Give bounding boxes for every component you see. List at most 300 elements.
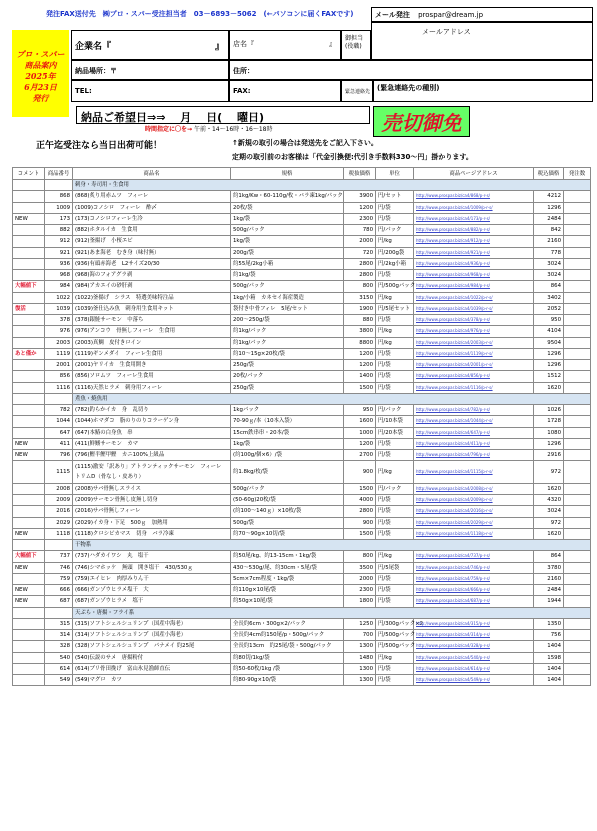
table-row <box>13 506 591 517</box>
row-tax-price: 2916 <box>534 450 564 461</box>
row-price: 1400 <box>344 371 376 382</box>
row-order-quantity[interactable] <box>564 675 591 686</box>
row-order-quantity[interactable] <box>564 337 591 348</box>
row-tax-price: 4104 <box>534 326 564 337</box>
badge-line-2: 商品案内 <box>24 60 57 70</box>
mail-order-address[interactable]: prospar@dream.jp <box>418 11 484 19</box>
table-row <box>13 405 591 416</box>
row-product-code: 687 <box>45 596 73 607</box>
row-order-quantity[interactable] <box>564 528 591 539</box>
mail-order-box <box>371 7 593 22</box>
table-row <box>13 528 591 539</box>
row-spec: 袋付き中骨フィレ 5尾/セット <box>231 303 344 314</box>
row-spec: 250g/袋 <box>231 382 344 393</box>
category-label: 刺身・寿司用・生食用 <box>73 180 591 191</box>
person-in-charge-label: 御担当 <box>345 35 364 42</box>
product-table <box>12 167 591 686</box>
person-in-charge-field[interactable] <box>371 22 593 60</box>
row-tax-price: 1296 <box>534 202 564 213</box>
row-product-code: 411 <box>45 438 73 449</box>
row-tax-price: 1296 <box>534 438 564 449</box>
row-order-quantity[interactable] <box>564 450 591 461</box>
row-price: 3800 <box>344 326 376 337</box>
row-order-quantity[interactable] <box>564 247 591 258</box>
row-order-quantity[interactable] <box>564 326 591 337</box>
row-spec: (約100～140ｇ）×10枚/袋 <box>231 506 344 517</box>
row-product-name: (2029)イカ身・下足 500ｇ 加熱用 <box>73 517 231 528</box>
row-price: 900 <box>344 461 376 484</box>
row-product-url[interactable]: http://www.prospar.biz/ca4/976/p-r-s/ <box>414 326 534 337</box>
row-product-code: 1009 <box>45 202 73 213</box>
row-comment: 復活 <box>13 303 45 314</box>
row-order-quantity[interactable] <box>564 360 591 371</box>
row-spec: 約1.8kg/枚/袋 <box>231 461 344 484</box>
row-product-url[interactable]: http://www.prospar.biz/ca4/1118/p-r-s/ <box>414 528 534 539</box>
row-product-name: (411)鮮鰯サーモン カマ <box>73 438 231 449</box>
row-product-name: (2001)ヤリイカ 生食用開き <box>73 360 231 371</box>
row-order-quantity[interactable] <box>564 292 591 303</box>
row-unit: 円/300gパック×2 <box>376 618 414 629</box>
row-tax-price: 3024 <box>534 258 564 269</box>
delivery-place-field[interactable] <box>71 60 229 80</box>
row-spec: 約1kg/パック <box>231 337 344 348</box>
row-unit: 円/kg <box>376 236 414 247</box>
row-product-name: (1115)激安「訳あり」アトランティックサーモン フィーレ トリムD（骨なし・皮あり） <box>73 461 231 484</box>
row-product-url[interactable]: http://www.prospar.biz/ca4/2008/p-r-s/ <box>414 483 534 494</box>
emergency-contact-label: 緊急連絡先 <box>345 89 371 95</box>
row-product-code: 976 <box>45 326 73 337</box>
row-unit: 円/袋 <box>376 348 414 359</box>
row-order-quantity[interactable] <box>564 281 591 292</box>
table-row <box>13 281 591 292</box>
row-order-quantity[interactable] <box>564 405 591 416</box>
row-price: 900 <box>344 517 376 528</box>
row-tax-price: 2484 <box>534 585 564 596</box>
row-unit: 円/kg <box>376 551 414 562</box>
row-product-code: 1022 <box>45 292 73 303</box>
row-price: 2700 <box>344 450 376 461</box>
row-product-name: (968)海のフォアグラ剥 <box>73 270 231 281</box>
row-product-url[interactable]: http://www.prospar.biz/ca4/921/p-r-s/ <box>414 247 534 258</box>
row-product-code: 796 <box>45 450 73 461</box>
product-table-body <box>13 180 591 686</box>
row-product-name: (759)エイヒレ 肉厚みりん干 <box>73 573 231 584</box>
row-product-name: (173)コノシロフィーレ生冷 <box>73 213 231 224</box>
table-row <box>13 450 591 461</box>
row-product-code: 856 <box>45 371 73 382</box>
time-slot-selector[interactable] <box>145 124 370 135</box>
row-tax-price: 1944 <box>534 596 564 607</box>
category-spacer <box>13 393 45 404</box>
row-spec: 1kg/袋 <box>231 438 344 449</box>
category-row <box>13 180 591 191</box>
col-header-spec: 規格 <box>231 168 344 180</box>
col-header-name: 商品名 <box>73 168 231 180</box>
row-product-code: 921 <box>45 247 73 258</box>
row-product-url[interactable]: http://www.prospar.biz/ca4/378/p-r-s/ <box>414 315 534 326</box>
row-price: 1200 <box>344 348 376 359</box>
row-product-url[interactable]: http://www.prospar.biz/ca4/759/p-r-s/ <box>414 573 534 584</box>
row-price: 1900 <box>344 303 376 314</box>
category-row <box>13 607 591 618</box>
row-order-quantity[interactable] <box>564 427 591 438</box>
row-order-quantity[interactable] <box>564 371 591 382</box>
store-name-field[interactable] <box>229 30 341 60</box>
table-row <box>13 225 591 236</box>
row-unit: 円/パック <box>376 225 414 236</box>
row-unit: 円/袋 <box>376 371 414 382</box>
row-product-url[interactable]: http://www.prospar.biz/ca4/1022/p-r-s/ <box>414 292 534 303</box>
row-product-code: 1119 <box>45 348 73 359</box>
store-name-label: 店名『 <box>233 40 254 48</box>
row-unit: 円/袋 <box>376 202 414 213</box>
row-comment <box>13 258 45 269</box>
table-row <box>13 483 591 494</box>
table-header-row <box>13 168 591 180</box>
category-spacer <box>45 607 73 618</box>
row-product-url[interactable]: http://www.prospar.biz/ca4/1044/p-r-s/ <box>414 416 534 427</box>
row-product-name: (2009)サーモン骨無し皮無し切身 <box>73 495 231 506</box>
row-comment <box>13 663 45 674</box>
row-comment <box>13 652 45 663</box>
row-unit: 円/袋 <box>376 675 414 686</box>
row-product-url[interactable]: http://www.prospar.biz/ca4/1116/p-r-s/ <box>414 382 534 393</box>
row-tax-price: 9504 <box>534 337 564 348</box>
row-tax-price: 972 <box>534 461 564 484</box>
row-product-code: 549 <box>45 675 73 686</box>
row-product-name: (614)ブリ骨田挽げ 富山氷見漁師直伝 <box>73 663 231 674</box>
row-order-quantity[interactable] <box>564 348 591 359</box>
table-row <box>13 630 591 641</box>
row-product-url[interactable]: http://www.prospar.biz/ca4/912/p-r-s/ <box>414 236 534 247</box>
col-header-code: 商品番号 <box>45 168 73 180</box>
emergency-label-cell <box>341 80 373 102</box>
row-price: 1200 <box>344 438 376 449</box>
row-order-quantity[interactable] <box>564 416 591 427</box>
row-order-quantity[interactable] <box>564 315 591 326</box>
row-product-url[interactable]: http://www.prospar.biz/ca4/2001/p-r-s/ <box>414 360 534 371</box>
row-comment <box>13 247 45 258</box>
category-spacer <box>13 180 45 191</box>
row-unit: 円/袋 <box>376 573 414 584</box>
row-spec: 約1kg/袋 <box>231 270 344 281</box>
row-product-name: (328)ソフトシェルシュリンプ パナメイ 約25尾 <box>73 641 231 652</box>
row-product-name: (882)ホタルイカ 生食用 <box>73 225 231 236</box>
row-product-name: (314)ソフトシェルシュリンプ（国産小海老） <box>73 630 231 641</box>
row-order-quantity[interactable] <box>564 438 591 449</box>
row-product-code: 647 <box>45 427 73 438</box>
row-tax-price: 1728 <box>534 416 564 427</box>
row-product-url[interactable]: http://www.prospar.biz/ca4/2029/p-r-s/ <box>414 517 534 528</box>
row-comment: 大幅値下 <box>13 551 45 562</box>
row-product-url[interactable]: http://www.prospar.biz/ca4/173/p-r-s/ <box>414 213 534 224</box>
row-comment <box>13 202 45 213</box>
row-product-url[interactable]: http://www.prospar.biz/ca4/2016/p-r-s/ <box>414 506 534 517</box>
email-address-label: メールアドレス <box>422 28 471 36</box>
row-tax-price: 1080 <box>534 427 564 438</box>
row-order-quantity[interactable] <box>564 495 591 506</box>
row-spec: 約70～90g×10切/袋 <box>231 528 344 539</box>
row-order-quantity[interactable] <box>564 596 591 607</box>
row-product-url[interactable]: http://www.prospar.biz/ca4/614/p-r-s/ <box>414 663 534 674</box>
table-row <box>13 652 591 663</box>
row-unit: 円/パック <box>376 405 414 416</box>
row-price: 1000 <box>344 427 376 438</box>
table-row <box>13 585 591 596</box>
row-product-name: (687)ガンゾウヒラメ 塩干 <box>73 596 231 607</box>
table-row <box>13 641 591 652</box>
row-order-quantity[interactable] <box>564 191 591 202</box>
table-row <box>13 360 591 371</box>
row-product-code: 868 <box>45 191 73 202</box>
row-product-url[interactable]: http://www.prospar.biz/ca4/782/p-r-s/ <box>414 405 534 416</box>
row-product-url[interactable]: http://www.prospar.biz/ca4/882/p-r-s/ <box>414 225 534 236</box>
row-product-name: (1116)天然ヒラメ 刺身用フィーレ <box>73 382 231 393</box>
sold-out-stamp: 売切御免 <box>373 106 470 137</box>
catalog-issue-badge <box>12 30 69 117</box>
row-spec: 200～250g/袋 <box>231 315 344 326</box>
row-comment: NEW <box>13 585 45 596</box>
row-tax-price: 2160 <box>534 573 564 584</box>
row-unit: 円/500gパック <box>376 630 414 641</box>
row-product-url[interactable]: http://www.prospar.biz/ca4/984/p-r-s/ <box>414 281 534 292</box>
row-tax-price: 950 <box>534 315 564 326</box>
row-tax-price: 1404 <box>534 641 564 652</box>
row-spec: 約50-60枚/1kg /袋 <box>231 663 344 674</box>
row-product-code: 173 <box>45 213 73 224</box>
row-product-name: (1022)釜揚げ シラス 特選美味特注品 <box>73 292 231 303</box>
row-product-url[interactable]: http://www.prospar.biz/ca4/1119/p-r-s/ <box>414 348 534 359</box>
row-product-url[interactable]: http://www.prospar.biz/ca4/2003/p-r-s/ <box>414 337 534 348</box>
row-product-name: (984)アカエイの砂肝剥 <box>73 281 231 292</box>
row-product-url[interactable]: http://www.prospar.biz/ca4/1115/p-r-s/ <box>414 461 534 484</box>
row-product-code: 737 <box>45 551 73 562</box>
same-day-shipping-note: 正午迄受注なら当日出荷可能！ <box>36 141 163 151</box>
row-order-quantity[interactable] <box>564 652 591 663</box>
time-slot-options[interactable]: 午前・14～16時・16～18時 <box>193 126 273 133</box>
row-order-quantity[interactable] <box>564 506 591 517</box>
category-spacer <box>13 540 45 551</box>
row-price: 1800 <box>344 596 376 607</box>
row-tax-price: 2484 <box>534 213 564 224</box>
row-comment <box>13 236 45 247</box>
row-tax-price: 842 <box>534 225 564 236</box>
row-price: 720 <box>344 247 376 258</box>
row-product-name: (856)ソロムツ フィーレ生食用 <box>73 371 231 382</box>
row-spec: 約80-90g×10/袋 <box>231 675 344 686</box>
row-unit: 円/袋 <box>376 438 414 449</box>
row-product-name: (868)炙り用赤ムツ フィーレ <box>73 191 231 202</box>
row-product-url[interactable]: http://www.prospar.biz/ca4/1039/p-r-s/ <box>414 303 534 314</box>
row-product-url[interactable]: http://www.prospar.biz/ca4/687/p-r-s/ <box>414 596 534 607</box>
row-unit: 円/kg <box>376 461 414 484</box>
row-price: 800 <box>344 281 376 292</box>
table-row <box>13 517 591 528</box>
row-order-quantity[interactable] <box>564 461 591 484</box>
row-price: 4000 <box>344 495 376 506</box>
row-unit: 円/袋 <box>376 517 414 528</box>
row-comment: NEW <box>13 596 45 607</box>
row-order-quantity[interactable] <box>564 585 591 596</box>
row-order-quantity[interactable] <box>564 573 591 584</box>
row-unit: 円/袋 <box>376 495 414 506</box>
table-row <box>13 303 591 314</box>
row-tax-price: 1620 <box>534 382 564 393</box>
row-product-url[interactable]: http://www.prospar.biz/ca4/746/p-r-s/ <box>414 562 534 573</box>
row-spec: 70-90ｇ/本（10本入袋） <box>231 416 344 427</box>
row-product-name: (936)有頭赤海老 L2サイズ20/30 <box>73 258 231 269</box>
row-spec: 約110g×10尾/袋 <box>231 585 344 596</box>
row-comment <box>13 641 45 652</box>
row-tax-price: 1512 <box>534 371 564 382</box>
row-comment <box>13 337 45 348</box>
row-order-quantity[interactable] <box>564 303 591 314</box>
row-order-quantity[interactable] <box>564 551 591 562</box>
row-spec: 全長約13cm 約25尾/袋・500g/パック <box>231 641 344 652</box>
row-order-quantity[interactable] <box>564 270 591 281</box>
row-product-url[interactable]: http://www.prospar.biz/ca4/314/p-r-s/ <box>414 630 534 641</box>
row-unit: 円/kg <box>376 337 414 348</box>
row-product-url[interactable]: http://www.prospar.biz/ca4/315/p-r-s/ <box>414 618 534 629</box>
table-row <box>13 326 591 337</box>
row-product-code: 540 <box>45 652 73 663</box>
category-label: 天ぷら・唐揚・フライ系 <box>73 607 591 618</box>
table-row <box>13 315 591 326</box>
row-product-url[interactable]: http://www.prospar.biz/ca4/1009/p-r-s/ <box>414 202 534 213</box>
row-tax-price: 3780 <box>534 562 564 573</box>
row-tax-price: 1296 <box>534 348 564 359</box>
row-order-quantity[interactable] <box>564 562 591 573</box>
row-product-code: 666 <box>45 585 73 596</box>
row-order-quantity[interactable] <box>564 202 591 213</box>
row-order-quantity[interactable] <box>564 213 591 224</box>
row-product-url[interactable]: http://www.prospar.biz/ca4/647/p-r-s/ <box>414 427 534 438</box>
row-tax-price: 2160 <box>534 236 564 247</box>
row-product-code: 759 <box>45 573 73 584</box>
row-product-url[interactable]: http://www.prospar.biz/ca4/549/p-r-s/ <box>414 675 534 686</box>
badge-line-3: 2025年 <box>25 71 56 81</box>
row-price: 1500 <box>344 528 376 539</box>
row-unit: 円/パック <box>376 483 414 494</box>
row-product-code: 782 <box>45 405 73 416</box>
row-product-url[interactable]: http://www.prospar.biz/ca4/411/p-r-s/ <box>414 438 534 449</box>
row-tax-price: 1296 <box>534 360 564 371</box>
row-unit: 円/20本袋 <box>376 427 414 438</box>
badge-line-4: 6月23日 <box>24 82 57 92</box>
row-order-quantity[interactable] <box>564 618 591 629</box>
row-price: 1500 <box>344 483 376 494</box>
row-comment <box>13 427 45 438</box>
category-label: 干物系 <box>73 540 591 551</box>
row-tax-price: 1404 <box>534 663 564 674</box>
row-price: 1300 <box>344 675 376 686</box>
row-product-url[interactable]: http://www.prospar.biz/ca4/2009/p-r-s/ <box>414 495 534 506</box>
row-unit: 円/袋 <box>376 450 414 461</box>
row-comment <box>13 618 45 629</box>
row-spec: 全長約4cm約150尾/p・500g/パック <box>231 630 344 641</box>
row-price: 1300 <box>344 641 376 652</box>
row-product-code: 2003 <box>45 337 73 348</box>
row-product-url[interactable]: http://www.prospar.biz/ca4/666/p-r-s/ <box>414 585 534 596</box>
row-spec: 1kg/袋 <box>231 236 344 247</box>
row-product-url[interactable]: http://www.prospar.biz/ca4/796/p-r-s/ <box>414 450 534 461</box>
row-order-quantity[interactable] <box>564 630 591 641</box>
row-unit: 円/袋 <box>376 270 414 281</box>
row-product-code: 328 <box>45 641 73 652</box>
row-spec: 500g/袋 <box>231 517 344 528</box>
delivery-place-label: 納品場所：〒 <box>75 67 117 75</box>
row-price: 1300 <box>344 663 376 674</box>
table-row <box>13 596 591 607</box>
row-comment <box>13 495 45 506</box>
row-tax-price: 972 <box>534 517 564 528</box>
row-tax-price: 1404 <box>534 675 564 686</box>
mail-order-label: メール発注 <box>375 11 410 19</box>
row-order-quantity[interactable] <box>564 517 591 528</box>
row-tax-price: 1350 <box>534 618 564 629</box>
row-product-code: 1039 <box>45 303 73 314</box>
fax-field[interactable] <box>229 80 341 102</box>
row-order-quantity[interactable] <box>564 663 591 674</box>
row-order-quantity[interactable] <box>564 641 591 652</box>
row-order-quantity[interactable] <box>564 382 591 393</box>
row-comment: あと僅か <box>13 348 45 359</box>
row-product-name: (746)シマホッケ 無頭 開き塩干 430/530ｇ <box>73 562 231 573</box>
row-product-url[interactable]: http://www.prospar.biz/ca4/737/p-r-s/ <box>414 551 534 562</box>
row-order-quantity[interactable] <box>564 225 591 236</box>
store-name-close: 』 <box>329 40 336 48</box>
row-tax-price: 2052 <box>534 303 564 314</box>
row-comment <box>13 405 45 416</box>
badge-line-5: 発行 <box>32 93 49 103</box>
row-comment: NEW <box>13 438 45 449</box>
tel-field[interactable] <box>71 80 229 102</box>
emergency-contact-field[interactable] <box>373 80 593 102</box>
row-order-quantity[interactable] <box>564 236 591 247</box>
company-name-field[interactable] <box>71 30 229 60</box>
row-tax-price: 3024 <box>534 506 564 517</box>
row-product-url[interactable]: http://www.prospar.biz/ca4/328/p-r-s/ <box>414 641 534 652</box>
address-field[interactable] <box>229 60 593 80</box>
row-tax-price: 778 <box>534 247 564 258</box>
row-order-quantity[interactable] <box>564 483 591 494</box>
row-order-quantity[interactable] <box>564 258 591 269</box>
row-product-code: 2029 <box>45 517 73 528</box>
row-price: 2300 <box>344 585 376 596</box>
row-spec: 430～530g/尾、約30cm・5尾/袋 <box>231 562 344 573</box>
row-comment <box>13 382 45 393</box>
row-price: 3900 <box>344 191 376 202</box>
row-product-url[interactable]: http://www.prospar.biz/ca4/856/p-r-s/ <box>414 371 534 382</box>
row-product-name: (976)アンコウ 骨無しフィーレ 生食用 <box>73 326 231 337</box>
row-product-url[interactable]: http://www.prospar.biz/ca4/540/p-r-s/ <box>414 652 534 663</box>
row-product-url[interactable]: http://www.prospar.biz/ca4/936/p-r-s/ <box>414 258 534 269</box>
row-comment <box>13 461 45 484</box>
row-product-name: (1039)釜仕込み魚 刺身用生食用キット <box>73 303 231 314</box>
row-product-url[interactable]: http://www.prospar.biz/ca4/868/p-r-s/ <box>414 191 534 202</box>
row-unit: 円/kg <box>376 326 414 337</box>
row-product-url[interactable]: http://www.prospar.biz/ca4/968/p-r-s/ <box>414 270 534 281</box>
desired-delivery-date[interactable]: 納品ご希望日⇒⇒ 月 日( 曜日) <box>76 106 370 124</box>
row-comment: NEW <box>13 213 45 224</box>
fax-destination-line: 発注FAX送付先 ㈱プロ・スパー受注担当者 03－6893－5062 (←パソコンに届くFAXです) <box>46 10 354 18</box>
row-tax-price: 3024 <box>534 270 564 281</box>
row-unit: 円/袋 <box>376 663 414 674</box>
row-price: 700 <box>344 630 376 641</box>
row-spec: 約10～15g×20枚/袋 <box>231 348 344 359</box>
table-row <box>13 438 591 449</box>
row-tax-price: 1620 <box>534 528 564 539</box>
